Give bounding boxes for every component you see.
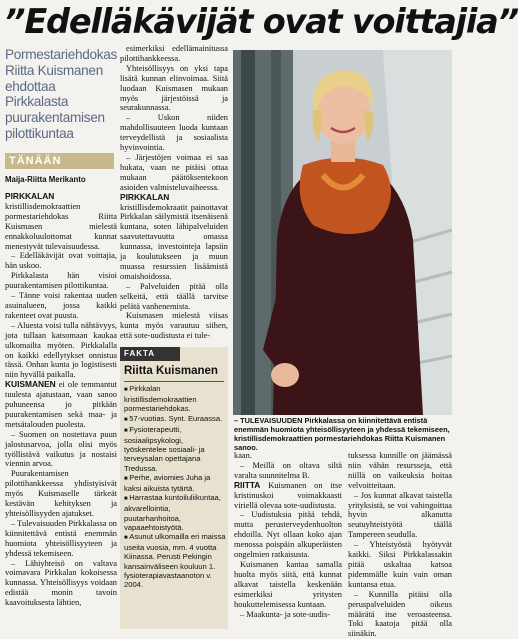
paragraph — [234, 461, 342, 481]
headline: ”Edelläkävijät ovat voittajia” — [4, 2, 518, 41]
paragraph — [5, 430, 117, 470]
paragraph — [234, 510, 342, 560]
paragraph — [120, 44, 228, 64]
paragraph — [5, 469, 117, 519]
paragraph-text: – Uskon niiden mahdollisuuteen luoda kuntaan terveydellistä ja sosiaalista hyvinvointia. — [120, 113, 228, 153]
fact-item: ■ Asunut ulkomailla eri maissa useita vuosia, mm. 4 vuotta Kiinassa. Perusti Pekingin kansainväliseen kouluun 1. fysioterapiavastaanoton v. 2004. — [124, 532, 226, 589]
paragraph — [234, 560, 342, 610]
paragraph-text: – Tulevaisuuden Pirkkalassa on kiinnitettävä entistä enemmän huomiota yhteisöllisyyteen ja yhdessä tekemiseen. — [5, 518, 117, 558]
byline: Maija-Riitta Merikanto — [5, 175, 86, 184]
paragraph-text: ei ole temmantut tuulesta ajatustaan, vaan sanoo puhuneensa jo pitkään puurakentamisen sekä maa- ja metsätalouden puolesta. — [5, 380, 117, 429]
fact-item: ■ 57-vuotias. Synt. Euraassa. — [124, 414, 226, 425]
paragraph — [5, 559, 117, 609]
paragraph — [120, 282, 228, 312]
paragraph — [120, 193, 228, 282]
paragraph-text: Pirkkalasta hän visioi puurakentamisen pilottikuntaa. — [5, 271, 117, 291]
paragraph-text: – Suomen on nostettava puun jalostusarvoa, jolla olisi myös työllistävä vaikutus ja nostaisi viennin arvoa. — [5, 429, 117, 469]
paragraph — [120, 153, 228, 193]
paragraph-text: – Uudistuksia pitää tehdä, mutta perusterveydenhuolton ehdoilla. Nyt ollaan koko ajan menossa poispäin alkuperäisten ongelmien ratkaisusta. — [234, 510, 342, 560]
paragraph — [234, 451, 342, 461]
fact-list — [124, 384, 226, 589]
paragraph-text: Kuismanen on itse kristinuskoi voimakkaasti viriellä olevaa sote-uudistusta. — [234, 480, 342, 510]
paragraph-text: – Jos kunnat alkavat taistella yrityksistä, se voi vahingoittaa hyvin alkanutta seutuyhteistyötä täällä Tampereen seudulla. — [348, 490, 452, 540]
portrait-photo — [233, 50, 452, 415]
paragraph-text: Kuismasen mielestä viisas kunta myös varautuu siihen, että sote-uudistusta ei tule- — [120, 311, 228, 341]
fact-item: ■ Fysioterapeutti, sosiaalipsykologi, työskentelee sosiaali- ja terveysalan opettajana Tredussa. — [124, 425, 226, 473]
fact-item: ■ Perhe, aviomies Juha ja kaksi aikuista tytärtä. — [124, 473, 226, 493]
paragraph — [348, 540, 452, 590]
paragraph — [120, 64, 228, 114]
paragraph — [5, 251, 117, 271]
paragraph-text: – Aluesta voisi tulla nähtävyys, jota tullaan katsomaan kaukaa ulkomailta myöten. Pirkkalalla on kaikki edellytykset onnistua tässä. Onhan kunta jo logistisesti niin hyvällä paikalla. — [5, 320, 117, 380]
fact-title: Riitta Kuismanen — [124, 365, 218, 377]
paragraph — [234, 610, 342, 620]
fact-box — [120, 347, 228, 629]
fact-tag: FAKTA — [120, 347, 180, 361]
paragraph-text: – Kunnilla pitäisi olla peruspalveluiden oikeus määrätä itse veroasteensa. Toki kaatoja pitää olla siinäkin. — [348, 589, 452, 639]
article-column-3 — [234, 451, 342, 631]
paragraph — [120, 113, 228, 153]
lead-in: RIITTA — [234, 479, 261, 490]
paragraph-text: kristillisdemokraatit painottavat Pirkkalan säilymistä itsenäisenä kuntana, soten lähipalveluiden saavutettavuutta omassa kunnassa, investointeja lapsiin ja koulutukseen ja muun muassa resurssien lisäämistä omaishoidossa. — [120, 202, 228, 281]
paragraph — [348, 451, 452, 491]
article-column-2 — [120, 44, 228, 346]
fact-item: ■ Pirkkalan kristillisdemokraattien pormestariehdokas. — [124, 384, 226, 414]
article-column-1 — [5, 192, 117, 630]
paragraph-text: Puurakentamisen pilottihankkeessa yhdistyisivät myös Kuismaselle tärkeät kestävän kehityksen ja yhteisöllisyyden ajatukset. — [5, 469, 117, 518]
portrait-illustration — [233, 50, 452, 415]
paragraph — [5, 380, 117, 430]
fact-item: ■ Harrastaa kuntoiluliikuntaa, akvarellointia, puutarhanhoitoa, vapaaehtoistyötä. — [124, 493, 226, 532]
lead-in: PIRKKALAN — [120, 191, 170, 202]
paragraph-text: – Lähiyhteisö on valtava voimavara Pirkkalan kokoisessa kunnassa. Yhteisöllisyys voidaan edistää monin tavoin kaavoituksesta lähtien, — [5, 558, 117, 608]
paragraph — [348, 590, 452, 639]
paragraph — [5, 271, 117, 291]
article-column-4 — [348, 451, 452, 639]
lead-in: PIRKKALAN — [5, 191, 55, 201]
paragraph-text: esimerkiksi edellämainitussa pilottihankkeessa. — [120, 44, 228, 63]
paragraph-text: – Järjestöjen voimaa ei saa hukata, vaan ne pitäisi ottaa mukaan päätöksentekoon asioiden valmisteluvaiheessa. — [120, 152, 228, 192]
paragraph — [120, 311, 228, 341]
paragraph-text: – Yhteistyöstä hyötyvät kaikki. Siksi Pirkkalassakin pitää uskaltaa katsoa pidemmälle kuin vain oman kuntansa etua. — [348, 540, 452, 589]
paragraph — [348, 491, 452, 541]
paragraph-text: tuksessa kunnille on jäämässä niin vähän resursseja, että niillä on vaikeuksia hoitaa velvoitteitaan. — [348, 451, 452, 490]
intro-deck: Pormestariehdokas Riitta Kuismanen ehdottaa Pirkkalasta puurakentamisen pilottikuntaa — [5, 47, 118, 141]
paragraph-text: Kuismanen kantaa samalla huolta myös siitä, että kunnat alkavat taistella keskenään esimerkiksi yritysten houkuttelemisessa kuntaan. — [234, 559, 342, 609]
paragraph — [5, 291, 117, 321]
paragraph-text: kaan. — [234, 451, 252, 460]
paragraph-text: kristillisdemokraattien pormestariehdokas Riitta Kuismasen mielestä ennakkoluulottomat kunnat menestyvät tulevaisuudessa. — [5, 201, 117, 251]
paragraph-text: – Tänne voisi rakentaa uuden asuinalueen, jossa kaikki rakenteet ovat puusta. — [5, 291, 117, 320]
photo-caption: – TULEVAISUUDEN Pirkkalassa on kiinnitettävä entistä enemmän huomiota yhteisöllisyyteen ja yhdessä tekemiseen, kristillisdemokraattien pormestariehdokas Riitta Kuismanen sanoo. — [234, 416, 450, 452]
paragraph — [234, 481, 342, 511]
paragraph — [5, 192, 117, 251]
paragraph-text: Yhteisöllisyys on yksi tapa lisätä kunnan elinvoimaa. Siitä luodaan Kuismasen mukaan myös järjestöissä ja seurakunnassa. — [120, 63, 228, 113]
fact-divider — [124, 381, 224, 382]
paragraph — [5, 519, 117, 559]
lead-in: KUISMANEN — [5, 379, 56, 390]
section-tag: TÄNÄÄN — [5, 153, 114, 169]
paragraph — [5, 321, 117, 380]
paragraph-text: – Palveluiden pitää olla selkeitä, että täällä tarvitse pelätä vanhenemista. — [120, 281, 228, 311]
paragraph-text: – Maakunta- ja sote-uudis- — [240, 609, 331, 619]
paragraph-text: – Meillä on oltava siltä varalta suunnitelma B. — [234, 460, 342, 480]
paragraph-text: – Edelläkävijät ovat voittajia, hän uskoo. — [5, 251, 117, 271]
